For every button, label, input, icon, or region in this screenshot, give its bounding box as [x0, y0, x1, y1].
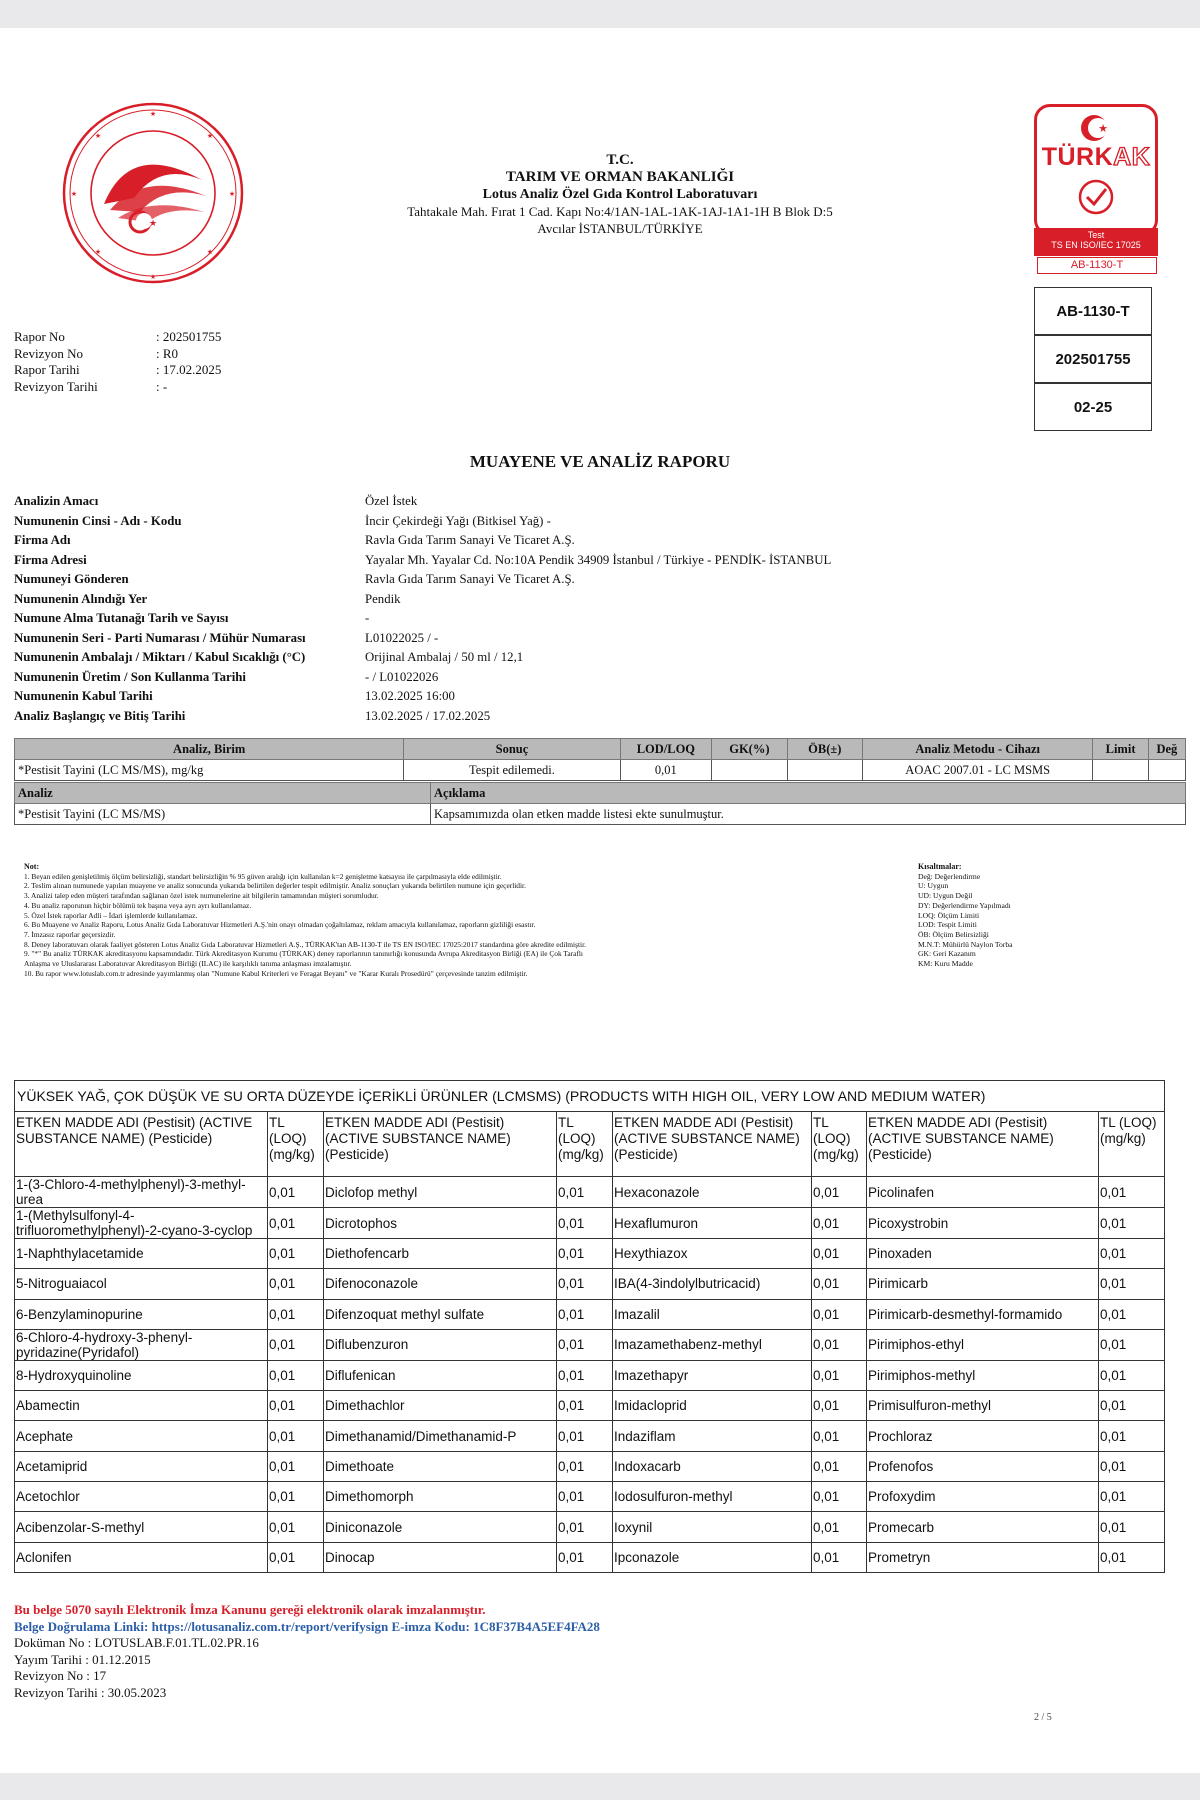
analysis-result-cell: Tespit edilemedi.: [404, 760, 620, 781]
pesticide-loq-cell: 0,01: [557, 1208, 613, 1239]
pesticide-name-cell: 8-Hydroxyquinoline: [15, 1360, 268, 1390]
notes-heading: Not:: [24, 862, 40, 871]
sample-info-label: Firma Adı: [14, 533, 71, 547]
analysis-method-cell: AOAC 2007.01 - LC MSMS: [863, 760, 1093, 781]
pesticide-name-cell: Prochloraz: [867, 1421, 1099, 1451]
sample-info-label: Analizin Amacı: [14, 494, 99, 508]
pesticide-row: [15, 1421, 1165, 1451]
report-info-label: Revizyon Tarihi: [14, 378, 98, 394]
pesticide-name-cell: Imazamethabenz-methyl: [613, 1329, 812, 1360]
pesticide-loq-cell: 0,01: [557, 1512, 613, 1542]
pesticide-row: [15, 1299, 1165, 1329]
pesticide-row: [15, 1208, 1165, 1239]
sample-info-row: [14, 687, 831, 707]
pesticide-loq-cell: 0,01: [1099, 1391, 1165, 1421]
pesticide-name-cell: 1-Naphthylacetamide: [15, 1239, 268, 1269]
analysis-header-cell: ÖB(±): [787, 739, 862, 760]
abbreviation-item: LOQ: Ölçüm Limiti: [918, 910, 980, 920]
sample-info-value: -: [365, 611, 370, 625]
sample-info-row: [14, 531, 831, 551]
pesticide-name-cell: Hexaflumuron: [613, 1208, 812, 1239]
report-info-row: [14, 379, 221, 396]
pesticide-row: [15, 1542, 1165, 1572]
pesticide-name-cell: Difenoconazole: [324, 1269, 557, 1299]
revision-date: Revizyon Tarihi : 30.05.2023: [14, 1684, 167, 1700]
pesticide-loq-cell: 0,01: [557, 1451, 613, 1481]
pesticide-name-cell: Acetochlor: [15, 1482, 268, 1512]
sample-info-label: Numunenin Alındığı Yer: [14, 591, 148, 606]
pesticide-name-cell: Indoxacarb: [613, 1451, 812, 1481]
sample-info-label: Numune Alma Tutanağı Tarih ve Sayısı: [14, 611, 229, 625]
analysis-header-row: [15, 739, 1186, 760]
pesticide-loq-cell: 0,01: [557, 1329, 613, 1360]
pesticide-loq-cell: 0,01: [557, 1391, 613, 1421]
pesticide-loq-cell: 0,01: [812, 1239, 867, 1269]
turkak-word-ak: AK: [1113, 143, 1151, 171]
pesticide-loq-cell: 0,01: [1099, 1482, 1165, 1512]
sample-info-label: Numunenin Kabul Tarihi: [14, 689, 153, 703]
sample-info-value: Yayalar Mh. Yayalar Cd. No:10A Pendik 34909 İstanbul / Türkiye - PENDİK- İSTANBUL: [365, 552, 832, 567]
svg-text:★: ★: [94, 133, 102, 140]
analysis-loq-cell: 0,01: [620, 760, 712, 781]
pesticide-name-cell: 6-Chloro-4-hydroxy-3-phenyl-pyridazine(Pyridafol): [15, 1329, 268, 1360]
abbreviation-item: Değ: Değerlendirme: [918, 871, 981, 881]
pesticide-row: [15, 1451, 1165, 1481]
accreditation-code-box: AB-1130-T: [1034, 287, 1152, 335]
pesticide-name-cell: Dimethoate: [324, 1451, 557, 1481]
document-number: Doküman No : LOTUSLAB.F.01.TL.02.PR.16: [14, 1635, 259, 1650]
pesticide-name-cell: Profenofos: [867, 1451, 1099, 1481]
report-info: [14, 329, 221, 395]
pesticide-header-cell: ETKEN MADDE ADI (Pestisit) (ACTIVE SUBSTANCE NAME) (Pesticide): [324, 1112, 557, 1177]
pesticide-loq-cell: 0,01: [1099, 1177, 1165, 1208]
publish-date: Yayım Tarihi : 01.12.2015: [14, 1651, 151, 1667]
pesticide-loq-cell: 0,01: [268, 1421, 324, 1451]
checkmark-badge-icon: [1076, 177, 1116, 217]
pesticide-loq-cell: 0,01: [1099, 1421, 1165, 1451]
pesticide-loq-cell: 0,01: [812, 1329, 867, 1360]
pesticide-name-cell: Difenzoquat methyl sulfate: [324, 1299, 557, 1329]
turkak-wordmark: [1037, 143, 1155, 172]
report-title: MUAYENE VE ANALİZ RAPORU: [469, 452, 731, 471]
abbreviation-item: DY: Değerlendirme Yapılmadı: [918, 900, 1011, 910]
pesticide-loq-cell: 0,01: [1099, 1329, 1165, 1360]
report-number-box: 202501755: [1034, 335, 1152, 383]
pesticide-name-cell: Pirimiphos-methyl: [867, 1360, 1099, 1390]
pesticide-loq-cell: 0,01: [268, 1208, 324, 1239]
report-info-label: Rapor No: [14, 329, 65, 344]
description-analysis-cell: *Pestisit Tayini (LC MS/MS): [15, 804, 431, 825]
sample-info-label: Numuneyi Gönderen: [14, 572, 129, 586]
description-row: [15, 804, 1186, 825]
analysis-limit-cell: [1093, 760, 1148, 781]
header-lab-name: Lotus Analiz Özel Gıda Kontrol Laboratuvarı: [482, 187, 758, 202]
analysis-header-cell: Limit: [1093, 739, 1148, 760]
turkak-logo: [1034, 104, 1158, 236]
pesticide-loq-cell: 0,01: [1099, 1542, 1165, 1572]
analysis-header-cell: Sonuç: [404, 739, 620, 760]
pesticide-loq-cell: 0,01: [268, 1482, 324, 1512]
sample-info-row: [14, 609, 831, 629]
pesticide-name-cell: Dimethanamid/Dimethanamid-P: [324, 1421, 557, 1451]
sample-info-value: Özel İstek: [365, 494, 418, 508]
sample-info-value: Ravla Gıda Tarım Sanayi Ve Ticaret A.Ş.: [365, 533, 575, 547]
date-code-box: 02-25: [1034, 383, 1152, 431]
report-info-value: : 17.02.2025: [156, 362, 222, 377]
sample-info-label: Firma Adresi: [14, 552, 87, 567]
pesticide-header-cell: ETKEN MADDE ADI (Pestisit) (ACTIVE SUBSTANCE NAME) (Pesticide): [15, 1112, 268, 1177]
abbreviation-item: ÖB: Ölçüm Belirsizliği: [918, 929, 989, 939]
abbreviation-item: LOD: Tespit Limiti: [918, 920, 977, 930]
notes-section: [24, 862, 904, 978]
svg-text:★: ★: [94, 249, 102, 256]
svg-text:★: ★: [70, 191, 78, 198]
pesticide-row: [15, 1329, 1165, 1360]
note-item: 8. Deney laboratuvarı olarak faaliyet gösteren Lotus Analiz Gıda Laboratuvar Hizmetleri A.Ş., TÜRKAK'tan AB-1130-T ile TS EN ISO/IEC 17025:2017 standardına göre akredite edilmiştir.: [24, 939, 586, 949]
pesticide-name-cell: Picolinafen: [867, 1177, 1099, 1208]
pesticide-header-cell: TL (LOQ) (mg/kg): [557, 1112, 613, 1177]
pesticide-name-cell: Imazalil: [613, 1299, 812, 1329]
pesticide-name-cell: Dimethomorph: [324, 1482, 557, 1512]
pesticide-loq-cell: 0,01: [268, 1512, 324, 1542]
analysis-ob-cell: [787, 760, 862, 781]
pesticide-name-cell: Diethofencarb: [324, 1239, 557, 1269]
crescent-star-icon: [1079, 113, 1113, 143]
abbreviations-heading: Kısaltmalar:: [918, 862, 962, 871]
pesticide-loq-cell: 0,01: [268, 1451, 324, 1481]
sample-info-value: Pendik: [365, 591, 401, 606]
description-header-cell: Açıklama: [431, 783, 1186, 804]
sample-info-label: Numunenin Üretim / Son Kullanma Tarihi: [14, 669, 246, 684]
sample-info-value: L01022025 / -: [365, 630, 439, 645]
sample-info-row: [14, 551, 831, 571]
description-text-cell: Kapsamımızda olan etken madde listesi ekte sunulmuştur.: [431, 804, 1186, 825]
pesticide-loq-cell: 0,01: [812, 1391, 867, 1421]
note-item: 5. Özel İstek raporlar Adli – İdari işlemlerde kullanılamaz.: [24, 910, 198, 920]
pesticide-name-cell: 1-(Methylsulfonyl-4-trifluoromethylphenyl)-2-cyano-3-cyclop: [15, 1208, 268, 1239]
pesticide-name-cell: Acephate: [15, 1421, 268, 1451]
pesticide-name-cell: Promecarb: [867, 1512, 1099, 1542]
pesticide-header-row: [15, 1112, 1165, 1177]
analysis-name-cell: *Pestisit Tayini (LC MS/MS), mg/kg: [15, 760, 404, 781]
sample-info-value: 13.02.2025 / 17.02.2025: [365, 708, 491, 723]
pesticide-name-cell: Iodosulfuron-methyl: [613, 1482, 812, 1512]
pesticide-name-cell: Hexythiazox: [613, 1239, 812, 1269]
sample-info-row: [14, 648, 831, 668]
svg-text:★: ★: [228, 191, 236, 198]
analysis-eval-cell: [1148, 760, 1185, 781]
pesticide-loq-cell: 0,01: [812, 1269, 867, 1299]
pesticide-loq-cell: 0,01: [268, 1269, 324, 1299]
pesticide-name-cell: Picoxystrobin: [867, 1208, 1099, 1239]
pesticide-loq-cell: 0,01: [812, 1451, 867, 1481]
header-tc: T.C.: [606, 152, 634, 168]
pesticide-name-cell: Pirimicarb: [867, 1269, 1099, 1299]
pesticide-loq-cell: 0,01: [268, 1391, 324, 1421]
note-item: 3. Analizi talep eden müşteri tarafından sağlanan özel istek numunelerine ait bilgilerin tamamından müşteri sorumludur.: [24, 891, 379, 901]
pesticide-loq-cell: 0,01: [812, 1299, 867, 1329]
note-item: Anlaşma ve Uluslararası Laboratuvar Akreditasyon Birliği (ILAC) ile karşılıklı tanıma anlaşması imzalamıştır.: [24, 959, 352, 969]
pesticide-row: [15, 1512, 1165, 1542]
analysis-result-row: [15, 760, 1186, 781]
pesticide-header-cell: ETKEN MADDE ADI (Pestisit) (ACTIVE SUBSTANCE NAME) (Pesticide): [867, 1112, 1099, 1177]
pesticide-loq-cell: 0,01: [1099, 1512, 1165, 1542]
pesticide-name-cell: Profoxydim: [867, 1482, 1099, 1512]
report-header: [300, 152, 940, 237]
pesticide-name-cell: Pirimicarb-desmethyl-formamido: [867, 1299, 1099, 1329]
report-info-row: [14, 346, 221, 363]
analysis-gk-cell: [712, 760, 787, 781]
pesticide-name-cell: Hexaconazole: [613, 1177, 812, 1208]
pesticide-loq-cell: 0,01: [812, 1482, 867, 1512]
pesticide-loq-cell: 0,01: [557, 1421, 613, 1451]
pesticide-table-caption: YÜKSEK YAĞ, ÇOK DÜŞÜK VE SU ORTA DÜZEYDE İÇERİKLİ ÜRÜNLER (LCMSMS) (PRODUCTS WITH HIGH OIL, VERY LOW AND MEDIUM WATER): [15, 1081, 1165, 1112]
sample-info-label: Numunenin Cinsi - Adı - Kodu: [14, 513, 182, 528]
sample-info-label: Analiz Başlangıç ve Bitiş Tarihi: [14, 708, 186, 723]
pesticide-name-cell: 6-Benzylaminopurine: [15, 1299, 268, 1329]
pesticide-loq-cell: 0,01: [812, 1512, 867, 1542]
pesticide-row: [15, 1239, 1165, 1269]
svg-text:★: ★: [148, 218, 158, 228]
header-ministry: TARIM VE ORMAN BAKANLIĞI: [505, 169, 735, 185]
sample-info-row: [14, 570, 831, 590]
pesticide-name-cell: Diniconazole: [324, 1512, 557, 1542]
pesticide-name-cell: Abamectin: [15, 1391, 268, 1421]
pesticide-name-cell: Diflufenican: [324, 1360, 557, 1390]
note-item: 7. İmzasız raporlar geçersizdir.: [24, 929, 116, 939]
pesticide-loq-cell: 0,01: [812, 1542, 867, 1572]
pesticide-name-cell: Ipconazole: [613, 1542, 812, 1572]
pesticide-header-cell: TL (LOQ) (mg/kg): [812, 1112, 867, 1177]
pesticide-name-cell: Primisulfuron-methyl: [867, 1391, 1099, 1421]
turkak-standard-bar: [1034, 228, 1158, 256]
pesticide-loq-cell: 0,01: [1099, 1360, 1165, 1390]
pesticide-name-cell: IBA(4-3indolylbutricacid): [613, 1269, 812, 1299]
pesticide-loq-cell: 0,01: [557, 1299, 613, 1329]
turkak-std-line1: Test: [1087, 230, 1105, 240]
header-address-line1: Tahtakale Mah. Fırat 1 Cad. Kapı No:4/1AN-1AL-1AK-1AJ-1A1-1H B Blok D:5: [407, 204, 833, 219]
analysis-header-cell: Değ: [1148, 739, 1185, 760]
pesticide-loq-cell: 0,01: [812, 1360, 867, 1390]
report-info-label: Revizyon No: [14, 345, 83, 361]
abbreviation-item: KM: Kuru Madde: [918, 959, 973, 969]
pesticide-loq-cell: 0,01: [268, 1542, 324, 1572]
pesticide-name-cell: Imidacloprid: [613, 1391, 812, 1421]
note-item: 9. "*" Bu analiz TÜRKAK akreditasyonu kapsamındadır. Türk Akreditasyon Kurumu (TÜRKAK) deney raporlarının tanınırlığı konusunda Avrupa Akreditasyon Birliği (EA) ile Çok Taraflı: [24, 949, 583, 959]
pesticide-name-cell: Acetamiprid: [15, 1451, 268, 1481]
turkak-code: AB-1130-T: [1037, 257, 1157, 274]
pesticide-loq-cell: 0,01: [268, 1360, 324, 1390]
pesticide-name-cell: Dicrotophos: [324, 1208, 557, 1239]
pesticide-row: [15, 1391, 1165, 1421]
pesticide-loq-cell: 0,01: [557, 1542, 613, 1572]
pesticide-loq-cell: 0,01: [1099, 1451, 1165, 1481]
sample-info-row: [14, 668, 831, 688]
description-header-cell: Analiz: [15, 783, 431, 804]
pesticide-loq-cell: 0,01: [812, 1421, 867, 1451]
sample-info-value: Ravla Gıda Tarım Sanayi Ve Ticaret A.Ş.: [365, 572, 575, 586]
abbreviation-item: U: Uygun: [918, 881, 949, 891]
analysis-result-table: [14, 738, 1186, 781]
sample-info-row: [14, 512, 831, 532]
analysis-header-cell: GK(%): [712, 739, 787, 760]
pesticide-loq-cell: 0,01: [557, 1239, 613, 1269]
pesticide-loq-cell: 0,01: [1099, 1239, 1165, 1269]
pesticide-loq-cell: 0,01: [268, 1239, 324, 1269]
sample-info-row: [14, 492, 831, 512]
note-item: 6. Bu Muayene ve Analiz Raporu, Lotus Analiz Gıda Laboratuvar Hizmetleri A.Ş.'nin onayı olmadan çoğaltılamaz, reklam amacıyla kullanılamaz, raporların gizliliği esastır.: [24, 920, 536, 930]
svg-text:★: ★: [206, 249, 214, 256]
pesticide-header-cell: ETKEN MADDE ADI (Pestisit) (ACTIVE SUBSTANCE NAME) (Pesticide): [613, 1112, 812, 1177]
report-info-value: : R0: [156, 345, 179, 361]
pesticide-name-cell: 1-(3-Chloro-4-methylphenyl)-3-methyl-urea: [15, 1177, 268, 1208]
pesticide-loq-cell: 0,01: [557, 1482, 613, 1512]
pesticide-loq-cell: 0,01: [557, 1177, 613, 1208]
pesticide-row: [15, 1482, 1165, 1512]
pesticide-loq-cell: 0,01: [268, 1177, 324, 1208]
pesticide-loq-cell: 0,01: [1099, 1269, 1165, 1299]
sample-info-value: 13.02.2025 16:00: [365, 689, 455, 703]
sample-info-value: Orijinal Ambalaj / 50 ml / 12,1: [365, 650, 524, 664]
sample-info-row: [14, 590, 831, 610]
report-page: [0, 28, 1200, 1773]
note-item: 2. Teslim alınan numunede yapılan muayene ve analiz sonucunda yukarıda belirtilen değerler tespit edilmiştir. Analiz sonuçları yukarıda belirtilen numune için geçerlidir.: [24, 881, 526, 891]
turkak-std-line2: TS EN ISO/IEC 17025: [1051, 240, 1141, 250]
sample-info-label: Numunenin Ambalajı / Miktarı / Kabul Sıcaklığı (°C): [14, 650, 306, 664]
abbreviation-item: UD: Uygun Değil: [918, 891, 973, 901]
pesticide-name-cell: Diclofop methyl: [324, 1177, 557, 1208]
sample-info-row: [14, 707, 831, 727]
sample-info-row: [14, 629, 831, 649]
svg-text:★: ★: [206, 133, 214, 140]
pesticide-table-caption-row: [15, 1081, 1165, 1112]
sample-info-value: - / L01022026: [365, 669, 439, 684]
svg-text:★: ★: [1098, 123, 1108, 135]
note-item: 10. Bu rapor www.lotuslab.com.tr adresinde yayımlanmış olan "Numune Kabul Kriterleri ve Feragat Beyanı" ve "Karar Kuralı Prosedürü" çerçevesinde tanzim edilmiştir.: [24, 968, 528, 978]
pesticide-name-cell: Pinoxaden: [867, 1239, 1099, 1269]
report-info-label: Rapor Tarihi: [14, 362, 80, 377]
abbreviation-item: M.N.T: Mühürlü Naylon Torba: [918, 939, 1013, 949]
pesticide-name-cell: Ioxynil: [613, 1512, 812, 1542]
pesticide-name-cell: 5-Nitroguaiacol: [15, 1269, 268, 1299]
pesticide-name-cell: Dimethachlor: [324, 1391, 557, 1421]
note-item: 1. Beyan edilen genişletilmiş ölçüm belirsizliği, standart belirsizliğin % 95 güven aralığı için kullanılan k=2 genişletme katsayısı ile çarpılmasıyla elde edilmiştir.: [24, 871, 502, 881]
report-info-row: [14, 329, 221, 346]
page-number: 2 / 5: [1034, 1712, 1052, 1723]
pesticide-loq-cell: 0,01: [557, 1360, 613, 1390]
pesticide-name-cell: Pirimiphos-ethyl: [867, 1329, 1099, 1360]
pesticide-name-cell: Diflubenzuron: [324, 1329, 557, 1360]
pesticide-name-cell: Acibenzolar-S-methyl: [15, 1512, 268, 1542]
analysis-header-cell: Analiz, Birim: [15, 739, 404, 760]
svg-text:★: ★: [149, 111, 157, 118]
pesticide-name-cell: Imazethapyr: [613, 1360, 812, 1390]
sample-info-label: Numunenin Seri - Parti Numarası / Mühür Numarası: [14, 630, 306, 645]
pesticide-header-cell: TL (LOQ) (mg/kg): [1099, 1112, 1165, 1177]
analysis-header-cell: Analiz Metodu - Cihazı: [863, 739, 1093, 760]
report-footer: [14, 1602, 600, 1701]
header-address-line2: Avcılar İSTANBUL/TÜRKİYE: [537, 221, 703, 236]
pesticide-name-cell: Dinocap: [324, 1542, 557, 1572]
description-header-row: [15, 783, 1186, 804]
ministry-seal-icon: [60, 100, 246, 286]
pesticide-list-table: [14, 1080, 1165, 1573]
pesticide-loq-cell: 0,01: [1099, 1208, 1165, 1239]
pesticide-row: [15, 1360, 1165, 1390]
pesticide-loq-cell: 0,01: [812, 1177, 867, 1208]
note-item: 4. Bu analiz raporunun hiçbir bölümü tek başına veya ayrı ayrı kullanılamaz.: [24, 900, 252, 910]
abbreviation-item: GK: Geri Kazanım: [918, 949, 976, 959]
pesticide-loq-cell: 0,01: [557, 1269, 613, 1299]
pesticide-loq-cell: 0,01: [268, 1329, 324, 1360]
pesticide-row: [15, 1269, 1165, 1299]
sample-info: [14, 492, 831, 726]
pesticide-row: [15, 1177, 1165, 1208]
sample-info-value: İncir Çekirdeği Yağı (Bitkisel Yağ) -: [365, 513, 551, 528]
report-info-value: : -: [156, 378, 168, 394]
revision-number: Revizyon No : 17: [14, 1668, 107, 1683]
pesticide-loq-cell: 0,01: [1099, 1299, 1165, 1329]
abbreviations-section: [918, 862, 1178, 969]
pesticide-name-cell: Indaziflam: [613, 1421, 812, 1451]
analysis-header-cell: LOD/LOQ: [620, 739, 712, 760]
turkak-word-turk: TÜRK: [1041, 143, 1114, 171]
verification-link[interactable]: Belge Doğrulama Linki: https://lotusanaliz.com.tr/report/verifysign E-imza Kodu: 1C8F37B4A5EF4FA28: [14, 1618, 600, 1634]
analysis-description-table: [14, 782, 1186, 825]
esign-statement: Bu belge 5070 sayılı Elektronik İmza Kanunu gereği elektronik olarak imzalanmıştır.: [14, 1602, 486, 1617]
pesticide-loq-cell: 0,01: [268, 1299, 324, 1329]
pesticide-loq-cell: 0,01: [812, 1208, 867, 1239]
pesticide-name-cell: Prometryn: [867, 1542, 1099, 1572]
pesticide-name-cell: Aclonifen: [15, 1542, 268, 1572]
report-info-row: [14, 362, 221, 379]
pesticide-header-cell: TL (LOQ) (mg/kg): [268, 1112, 324, 1177]
svg-text:★: ★: [149, 274, 157, 281]
report-info-value: : 202501755: [156, 329, 222, 344]
